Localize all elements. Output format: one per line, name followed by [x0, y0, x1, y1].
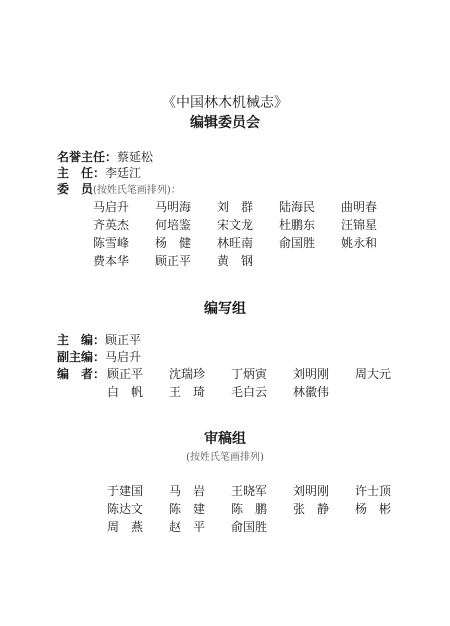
honorary-chair-label: 名誉主任： — [57, 150, 118, 164]
person-name: 陆海民 — [279, 200, 316, 214]
members-note: (按姓氏笔画排列)： — [93, 185, 181, 196]
person-name: 刘明刚 — [293, 484, 330, 498]
deputy-editor-label: 副主编： — [57, 350, 106, 364]
person-name: 周 燕 — [107, 520, 144, 534]
person-name: 马 岩 — [169, 484, 206, 498]
person-name: 杨 彬 — [355, 502, 392, 516]
members-label: 委 员 — [57, 182, 94, 196]
name-row — [93, 216, 403, 234]
chief-editor-row — [57, 331, 141, 348]
person-name: 曲明春 — [341, 200, 378, 214]
deputy-editor-row — [57, 348, 141, 365]
chair-label: 主 任： — [57, 166, 106, 180]
person-name: 顾正平 — [155, 254, 192, 268]
name-row — [107, 518, 417, 536]
person-name: 宋文龙 — [217, 218, 254, 232]
name-row — [93, 198, 403, 216]
person-name: 刘明刚 — [293, 367, 330, 381]
person-name: 于建国 — [107, 484, 144, 498]
person-name: 何培鉴 — [155, 218, 192, 232]
person-name: 张 静 — [293, 502, 330, 516]
person-name: 赵 平 — [169, 520, 206, 534]
writing-group-title: 编写组 — [204, 301, 246, 317]
deputy-editor-name: 马启升 — [105, 350, 142, 364]
review-group-title: 审稿组 — [204, 431, 246, 447]
chief-editor-label: 主 编： — [57, 333, 106, 347]
book-title: 《中国林木机械志》 — [162, 95, 288, 111]
name-row — [107, 482, 417, 500]
name-row — [93, 234, 403, 252]
chief-editor-name: 顾正平 — [105, 333, 142, 347]
person-name: 丁炳寅 — [231, 367, 268, 381]
honorary-chair-name: 蔡延松 — [117, 150, 154, 164]
person-name: 杜鹏东 — [279, 218, 316, 232]
name-row — [93, 252, 403, 270]
name-row — [107, 500, 417, 518]
members-list — [93, 198, 403, 270]
chair-row — [57, 164, 141, 181]
person-name: 许士顶 — [355, 484, 392, 498]
person-name: 王 琦 — [169, 385, 206, 399]
name-row — [107, 365, 417, 383]
person-name: 林旺南 — [217, 236, 254, 250]
person-name: 杨 健 — [155, 236, 192, 250]
person-name: 俞国胜 — [279, 236, 316, 250]
person-name: 马明海 — [155, 200, 192, 214]
person-name: 马启升 — [93, 200, 130, 214]
name-row — [107, 383, 417, 401]
review-members-list — [107, 482, 417, 536]
person-name: 王晓军 — [231, 484, 268, 498]
person-name: 白 帆 — [107, 385, 144, 399]
chair-name: 李廷江 — [105, 166, 142, 180]
person-name: 费本华 — [93, 254, 130, 268]
person-name: 陈 建 — [169, 502, 206, 516]
person-name: 陈雪峰 — [93, 236, 130, 250]
honorary-chair-row — [57, 148, 153, 165]
person-name: 俞国胜 — [231, 520, 268, 534]
members-row — [57, 180, 181, 197]
person-name: 黄 钢 — [217, 254, 254, 268]
person-name: 刘 群 — [217, 200, 254, 214]
person-name: 周大元 — [355, 367, 392, 381]
review-group-note: (按姓氏笔画排列) — [186, 452, 264, 463]
person-name: 林徽伟 — [293, 385, 330, 399]
person-name: 姚永和 — [341, 236, 378, 250]
person-name: 沈瑞珍 — [169, 367, 206, 381]
person-name: 顾正平 — [107, 367, 144, 381]
person-name: 毛白云 — [231, 385, 268, 399]
person-name: 齐英杰 — [93, 218, 130, 232]
committee-title: 编辑委员会 — [190, 115, 260, 131]
person-name: 汪锦星 — [341, 218, 378, 232]
person-name: 陈 鹏 — [231, 502, 268, 516]
person-name: 陈达文 — [107, 502, 144, 516]
editors-list — [107, 365, 417, 401]
editors-label: 编 者： — [57, 367, 106, 381]
